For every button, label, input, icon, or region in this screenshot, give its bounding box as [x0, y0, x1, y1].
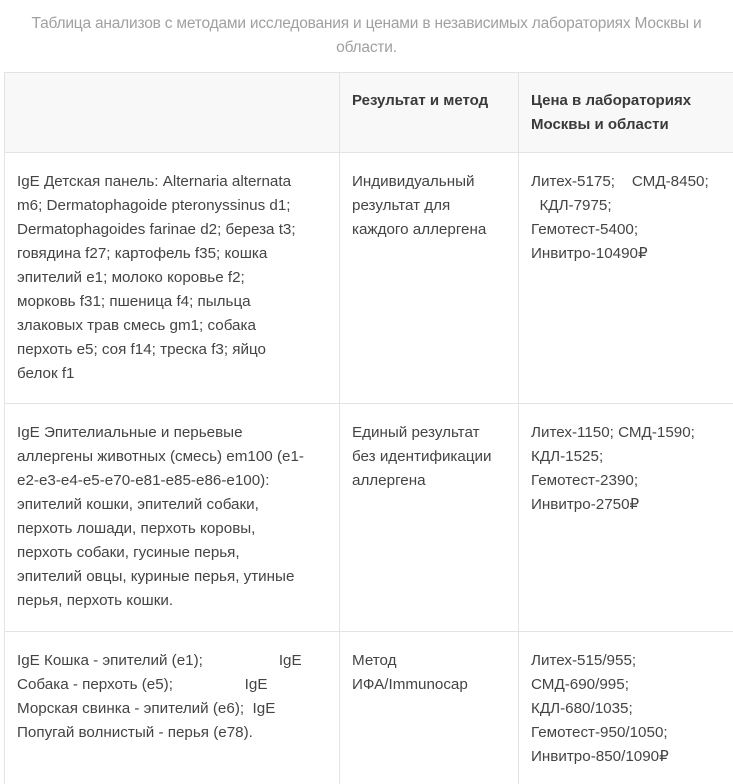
- analysis-price-table: [4, 72, 733, 784]
- table-row: [5, 632, 733, 784]
- price-line: Литех-515/955;: [531, 652, 637, 669]
- method-cell: [340, 632, 519, 784]
- text-line: IgE Эпителиальные и перьевые: [17, 424, 243, 441]
- table-row: [5, 404, 733, 632]
- text-line: каждого аллергена: [352, 221, 487, 238]
- text-line: e2-e3-e4-e5-e70-e81-e85-e86-e100):: [17, 472, 270, 489]
- header-price: [519, 73, 733, 153]
- analysis-cell: [5, 632, 340, 784]
- text-line: ИФА/Immunocap: [352, 676, 468, 693]
- text-line: результат для: [352, 197, 451, 214]
- text-line: Индивидуальный: [352, 173, 475, 190]
- text-line: IgE Кошка - эпителий (e1); IgE: [17, 652, 302, 669]
- text-line: без идентификации: [352, 448, 492, 465]
- header-result-method: Результат и метод: [340, 73, 519, 153]
- price-line: Гемотест-5400;: [531, 221, 639, 238]
- table-caption: Таблица анализов с методами исследования и ценами в независимых лабораториях Москвы и области.: [31, 15, 702, 56]
- method-cell: [340, 404, 519, 632]
- text-line: эпителий e1; молоко коровье f2;: [17, 269, 245, 286]
- text-line: Попугай волнистый - перья (e78).: [17, 724, 253, 741]
- price-line: Гемотест-950/1050;: [531, 724, 668, 741]
- text-line: перхоть лошади, перхоть коровы,: [17, 520, 256, 537]
- price-line: Литех-1150; СМД-1590;: [531, 424, 695, 441]
- text-line: перхоть собаки, гусиные перья,: [17, 544, 240, 561]
- price-line: СМД-690/995;: [531, 676, 629, 693]
- header-price-line: Цена в лабораториях: [531, 92, 692, 109]
- analysis-price-table-container: [4, 72, 733, 784]
- price-cell: [519, 153, 733, 404]
- text-line: Dermatophagoides farinae d2; береза t3;: [17, 221, 296, 238]
- text-line: Метод: [352, 652, 397, 669]
- price-line: КДЛ-1525;: [531, 448, 604, 465]
- price-line: Инвитро-10490₽: [531, 245, 648, 262]
- analysis-cell: [5, 404, 340, 632]
- header-price-line: Москвы и области: [531, 116, 669, 133]
- text-line: IgE Детская панель: Alternaria alternata: [17, 173, 292, 190]
- text-line: перья, перхоть кошки.: [17, 592, 174, 609]
- table-header-row: [5, 73, 733, 153]
- price-line: КДЛ-7975;: [531, 197, 612, 214]
- price-line: Инвитро-850/1090₽: [531, 748, 669, 765]
- price-line: КДЛ-680/1035;: [531, 700, 633, 717]
- price-line: Литех-5175; СМД-8450;: [531, 173, 709, 190]
- text-line: Морская свинка - эпителий (e6); IgE: [17, 700, 276, 717]
- text-line: эпителий кошки, эпителий собаки,: [17, 496, 259, 513]
- analysis-cell: [5, 153, 340, 404]
- text-line: m6; Dermatophagoide pteronyssinus d1;: [17, 197, 291, 214]
- method-cell: [340, 153, 519, 404]
- price-line: Инвитро-2750₽: [531, 496, 640, 513]
- text-line: аллергены животных (смесь) em100 (e1-: [17, 448, 304, 465]
- text-line: морковь f31; пшеница f4; пыльца: [17, 293, 251, 310]
- text-line: перхоть e5; соя f14; треска f3; яйцо: [17, 341, 266, 358]
- price-cell: [519, 632, 733, 784]
- text-line: Собака - перхоть (e5); IgE: [17, 676, 268, 693]
- text-line: Единый результат: [352, 424, 480, 441]
- text-line: аллергена: [352, 472, 426, 489]
- table-row: [5, 153, 733, 404]
- price-line: Гемотест-2390;: [531, 472, 639, 489]
- text-line: говядина f27; картофель f35; кошка: [17, 245, 268, 262]
- text-line: эпителий овцы, куриные перья, утиные: [17, 568, 295, 585]
- text-line: злаковых трав смесь gm1; собака: [17, 317, 256, 334]
- text-line: белок f1: [17, 365, 75, 382]
- header-analysis: [5, 73, 340, 153]
- price-cell: [519, 404, 733, 632]
